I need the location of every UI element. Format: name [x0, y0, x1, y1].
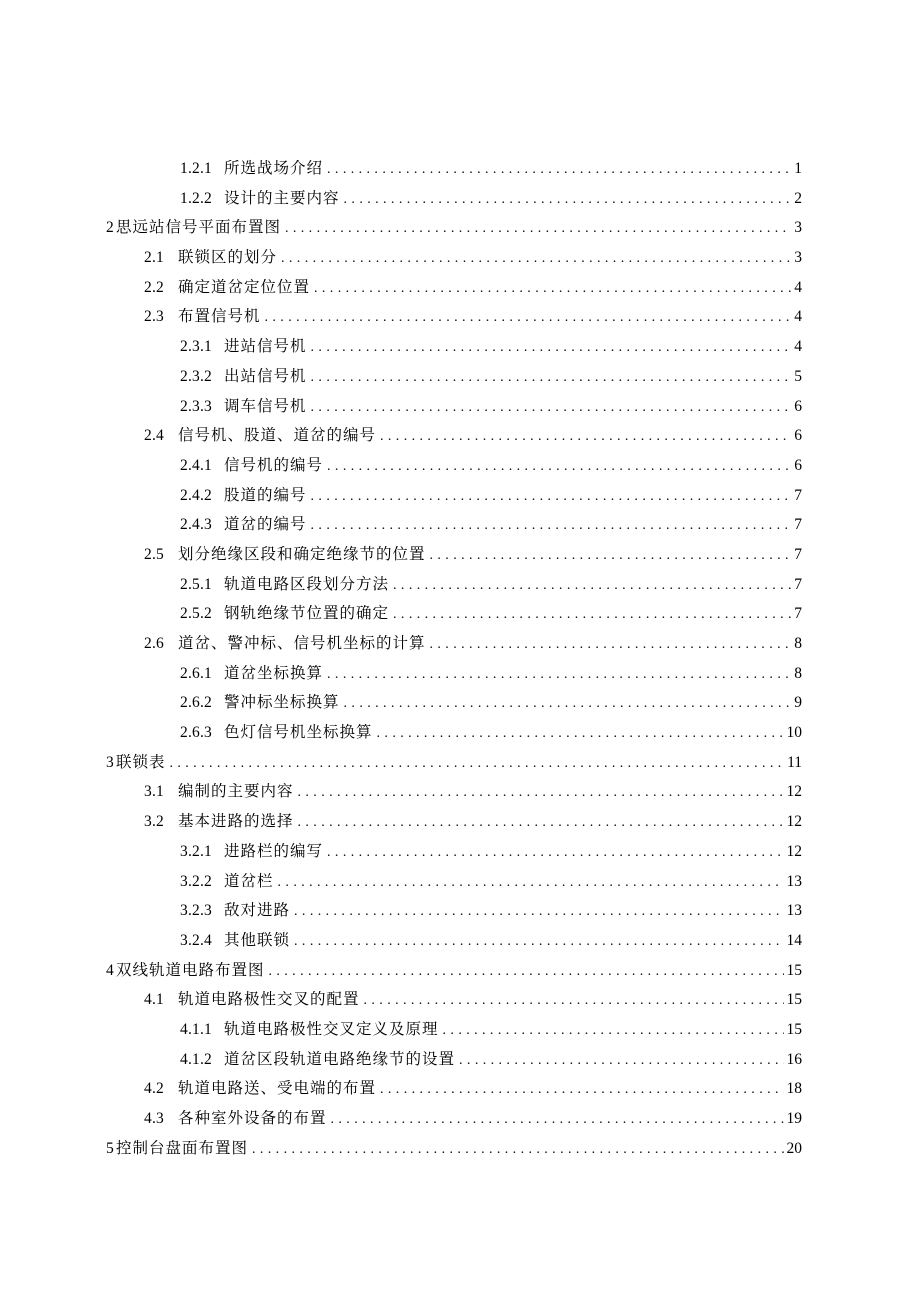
- toc-dot-leader: [294, 927, 783, 957]
- toc-dot-leader: [314, 274, 791, 304]
- toc-page-number: 10: [786, 724, 802, 742]
- toc-entry[interactable]: [0, 421, 920, 451]
- toc-page-number: 5: [794, 367, 802, 385]
- toc-dot-leader: [169, 749, 784, 779]
- toc-entry[interactable]: [0, 837, 920, 867]
- toc-entry[interactable]: [0, 273, 920, 303]
- toc-dot-leader: [285, 214, 791, 244]
- toc-entry-number: 3.2.3: [180, 902, 212, 920]
- toc-dot-leader: [430, 630, 792, 660]
- toc-entry[interactable]: [0, 1104, 920, 1134]
- toc-dot-leader: [311, 363, 792, 393]
- toc-page-number: 3: [794, 219, 802, 237]
- table-of-contents: [0, 154, 920, 1163]
- toc-entry-number: 4.2: [144, 1080, 164, 1098]
- toc-dot-leader: [278, 868, 784, 898]
- toc-dot-leader: [298, 808, 784, 838]
- toc-entry-title: 划分绝缘区段和确定绝缘节的位置: [177, 545, 426, 563]
- toc-entry-number: 2.5.1: [180, 575, 212, 593]
- toc-entry[interactable]: [0, 481, 920, 511]
- toc-page-number: 2: [794, 189, 802, 207]
- toc-page-number: 3: [794, 249, 802, 267]
- toc-page-number: 13: [786, 902, 802, 920]
- toc-dot-leader: [298, 778, 784, 808]
- toc-entry-title: 控制台盘面布置图: [115, 1139, 248, 1157]
- toc-page-number: 7: [794, 605, 802, 623]
- toc-entry-title: 布置信号机: [177, 308, 261, 326]
- toc-entry-title: 调车信号机: [224, 397, 307, 415]
- toc-page-number: 11: [787, 753, 802, 771]
- toc-dot-leader: [327, 838, 783, 868]
- toc-page-number: 7: [794, 516, 802, 534]
- toc-page-number: 16: [786, 1050, 802, 1068]
- toc-dot-leader: [430, 541, 792, 571]
- toc-page-number: 4: [794, 338, 802, 356]
- toc-entry-title: 各种室外设备的布置: [177, 1110, 327, 1127]
- toc-entry-number: 3: [106, 753, 114, 771]
- toc-entry-number: 2.3.2: [180, 367, 212, 385]
- toc-entry-number: 2.4.2: [180, 486, 212, 504]
- toc-entry[interactable]: [0, 1045, 920, 1075]
- toc-entry-number: 2.4: [144, 427, 164, 445]
- toc-entry-number: 4.1.2: [180, 1050, 212, 1068]
- toc-entry-title: 道岔栏: [224, 872, 274, 890]
- toc-entry-title: 思远站信号平面布置图: [115, 219, 281, 237]
- toc-entry[interactable]: [0, 956, 920, 986]
- toc-page-number: 9: [794, 694, 802, 712]
- toc-entry-title: 轨道电路送、受电端的布置: [177, 1080, 376, 1098]
- toc-page-number: 6: [794, 456, 802, 474]
- toc-entry-number: 2.1: [144, 249, 164, 267]
- toc-entry[interactable]: [0, 807, 920, 837]
- toc-entry-number: 1.2.2: [180, 189, 212, 207]
- toc-entry-number: 1.2.1: [180, 160, 212, 177]
- toc-page-number: 20: [786, 1139, 802, 1157]
- toc-entry-title: 出站信号机: [224, 367, 307, 385]
- toc-entry[interactable]: [0, 1074, 920, 1104]
- toc-dot-leader: [311, 511, 792, 541]
- toc-entry-title: 敌对进路: [224, 902, 291, 920]
- toc-dot-leader: [252, 1135, 784, 1165]
- toc-entry-title: 信号机、股道、道岔的编号: [177, 427, 376, 445]
- toc-dot-leader: [294, 897, 783, 927]
- toc-page-number: 7: [794, 486, 802, 504]
- toc-entry[interactable]: [0, 154, 920, 184]
- toc-page-number: 6: [794, 397, 802, 415]
- toc-entry-title: 钢轨绝缘节位置的确定: [224, 605, 390, 623]
- toc-entry-number: 2.4.3: [180, 516, 212, 534]
- toc-page-number: 18: [786, 1080, 802, 1098]
- toc-dot-leader: [331, 1105, 784, 1135]
- toc-dot-leader: [443, 1016, 784, 1046]
- toc-page-number: 6: [794, 427, 802, 445]
- toc-entry-number: 4.3: [144, 1110, 164, 1127]
- toc-entry-number: 2.6.2: [180, 694, 212, 712]
- toc-entry-number: 3.1: [144, 783, 164, 801]
- toc-entry[interactable]: [0, 243, 920, 273]
- toc-entry-title: 轨道电路极性交叉的配置: [177, 991, 360, 1009]
- toc-entry-title: 联锁表: [115, 753, 166, 771]
- toc-entry-title: 道岔的编号: [224, 516, 307, 534]
- toc-entry-title: 轨道电路极性交叉定义及原理: [224, 1020, 439, 1038]
- toc-dot-leader: [377, 719, 784, 749]
- toc-page-number: 15: [786, 961, 802, 979]
- toc-page-number: 12: [786, 813, 802, 831]
- toc-entry-title: 确定道岔定位位置: [177, 278, 310, 296]
- toc-entry[interactable]: [0, 302, 920, 332]
- toc-entry-title: 道岔、警冲标、信号机坐标的计算: [177, 635, 426, 652]
- toc-dot-leader: [281, 244, 791, 274]
- toc-entry-number: 2.6: [144, 635, 164, 652]
- toc-entry-number: 3.2.1: [180, 842, 212, 860]
- toc-dot-leader: [327, 155, 791, 185]
- toc-entry-number: 2.4.1: [180, 456, 212, 474]
- toc-entry-title: 进站信号机: [224, 338, 307, 356]
- toc-entry[interactable]: [0, 748, 920, 778]
- toc-dot-leader: [327, 452, 791, 482]
- toc-dot-leader: [344, 185, 792, 215]
- toc-dot-leader: [311, 482, 792, 512]
- toc-dot-leader: [393, 571, 791, 601]
- toc-entry[interactable]: [0, 392, 920, 422]
- toc-dot-leader: [344, 689, 792, 719]
- toc-entry-title: 基本进路的选择: [177, 813, 294, 831]
- toc-entry[interactable]: [0, 688, 920, 718]
- toc-entry[interactable]: [0, 1015, 920, 1045]
- toc-entry-number: 2.3.3: [180, 397, 212, 415]
- toc-page-number: 8: [794, 664, 802, 682]
- toc-entry[interactable]: [0, 332, 920, 362]
- toc-page-number: 19: [786, 1110, 802, 1127]
- toc-dot-leader: [327, 660, 791, 690]
- toc-entry-number: 3.2.4: [180, 931, 212, 949]
- toc-entry[interactable]: [0, 599, 920, 629]
- toc-entry-title: 所选战场介绍: [224, 160, 324, 177]
- toc-page-number: 14: [786, 931, 802, 949]
- toc-entry-number: 3.2: [144, 813, 164, 831]
- toc-page-number: 4: [794, 308, 802, 326]
- toc-page-number: 8: [794, 635, 802, 652]
- toc-page-number: 4: [794, 278, 802, 296]
- toc-entry-number: 2.3.1: [180, 338, 212, 356]
- toc-entry-number: 2.5: [144, 545, 164, 563]
- toc-entry-title: 色灯信号机坐标换算: [224, 724, 373, 742]
- toc-entry-title: 进路栏的编写: [224, 842, 324, 860]
- toc-entry[interactable]: [0, 184, 920, 214]
- toc-entry-number: 2.6.1: [180, 664, 212, 682]
- toc-entry[interactable]: [0, 718, 920, 748]
- toc-page-number: 7: [794, 575, 802, 593]
- toc-page-number: 12: [786, 783, 802, 801]
- toc-entry-number: 2.3: [144, 308, 164, 326]
- toc-entry-title: 其他联锁: [224, 931, 291, 949]
- toc-entry-number: 2.6.3: [180, 724, 212, 742]
- toc-entry[interactable]: [0, 570, 920, 600]
- toc-entry-title: 信号机的编号: [224, 456, 324, 474]
- toc-entry-title: 双线轨道电路布置图: [115, 961, 265, 979]
- toc-entry-number: 4.1.1: [180, 1020, 212, 1038]
- toc-dot-leader: [311, 393, 792, 423]
- toc-page-number: 15: [786, 1020, 802, 1038]
- toc-entry-title: 道岔坐标换算: [224, 664, 324, 682]
- toc-entry[interactable]: [0, 510, 920, 540]
- toc-dot-leader: [459, 1046, 783, 1076]
- toc-entry[interactable]: [0, 362, 920, 392]
- toc-page-number: 12: [786, 842, 802, 860]
- toc-entry-title: 股道的编号: [224, 486, 307, 504]
- toc-entry[interactable]: [0, 451, 920, 481]
- toc-entry[interactable]: [0, 659, 920, 689]
- toc-dot-leader: [265, 303, 792, 333]
- toc-entry-number: 2.2: [144, 278, 164, 296]
- toc-entry[interactable]: [0, 540, 920, 570]
- toc-dot-leader: [393, 600, 791, 630]
- toc-page-number: 1: [794, 160, 802, 177]
- toc-entry[interactable]: [0, 926, 920, 956]
- toc-dot-leader: [268, 957, 783, 987]
- toc-entry-number: 2: [106, 219, 114, 237]
- toc-entry[interactable]: [0, 985, 920, 1015]
- toc-entry[interactable]: [0, 896, 920, 926]
- toc-entry-title: 联锁区的划分: [177, 249, 277, 267]
- toc-dot-leader: [364, 986, 784, 1016]
- toc-entry-number: 5: [106, 1139, 114, 1157]
- toc-entry-title: 道岔区段轨道电路绝缘节的设置: [224, 1050, 456, 1068]
- toc-entry-title: 设计的主要内容: [224, 189, 340, 207]
- toc-entry-title: 编制的主要内容: [177, 783, 294, 801]
- toc-entry-number: 2.5.2: [180, 605, 212, 623]
- toc-page-number: 7: [794, 545, 802, 563]
- toc-page-number: 13: [786, 872, 802, 890]
- toc-entry-number: 3.2.2: [180, 872, 212, 890]
- toc-entry-number: 4.1: [144, 991, 164, 1009]
- toc-entry-number: 4: [106, 961, 114, 979]
- toc-entry[interactable]: [0, 867, 920, 897]
- toc-entry[interactable]: [0, 629, 920, 659]
- toc-dot-leader: [380, 1075, 784, 1105]
- toc-dot-leader: [311, 333, 792, 363]
- toc-entry[interactable]: [0, 213, 920, 243]
- toc-page-number: 15: [786, 991, 802, 1009]
- toc-dot-leader: [380, 422, 791, 452]
- toc-entry-title: 警冲标坐标换算: [224, 694, 340, 712]
- toc-entry[interactable]: [0, 1134, 920, 1164]
- toc-entry[interactable]: [0, 777, 920, 807]
- toc-entry-title: 轨道电路区段划分方法: [224, 575, 390, 593]
